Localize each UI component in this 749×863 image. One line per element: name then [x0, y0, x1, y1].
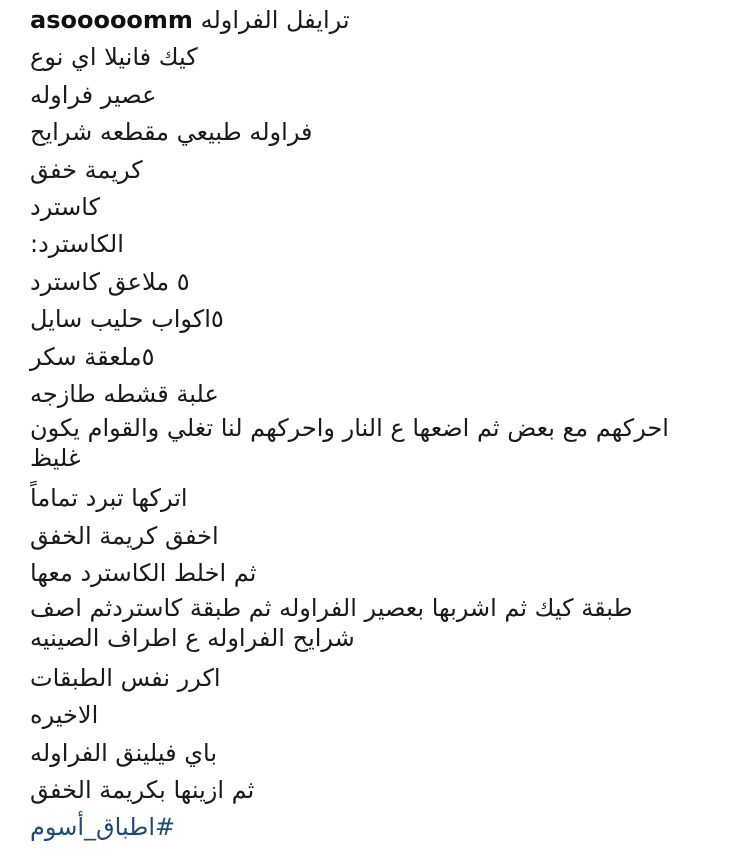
username-link[interactable]: asooooomm	[30, 6, 193, 34]
caption-line: كاسترد	[30, 193, 101, 222]
caption-line: كيك فانيلا اي نوع	[30, 43, 198, 72]
caption-line: طبقة كيك ثم اشربها بعصير الفراوله ثم طبقة كاستردثم اصف شرايح الفراوله ع اطراف الصينيه	[30, 593, 633, 652]
caption-line: عصير فراوله	[30, 80, 157, 109]
caption-line: اكرر نفس الطبقات	[30, 663, 221, 692]
caption-line: ثم ازينها بكريمة الخفق	[30, 775, 255, 804]
caption-line: ثم اخلط الكاسترد معها	[30, 559, 257, 588]
hashtag-link[interactable]: #اطباق_أسوم	[30, 813, 176, 842]
post-caption	[30, 2, 730, 847]
caption-line: اخفق كريمة الخفق	[30, 521, 219, 550]
caption-line: فراوله طبيعي مقطعه شرايح	[30, 118, 313, 147]
caption-line: ٥اكواب حليب سايل	[30, 305, 224, 334]
caption-line: باي فيلينق الفراوله	[30, 738, 217, 767]
caption-line: الكاسترد:	[30, 230, 124, 259]
caption-header	[30, 2, 730, 39]
caption-line: اتركها تبرد تماماً	[30, 484, 188, 513]
post-title: ترايفل الفراوله	[200, 6, 350, 34]
caption-line: ٥ ملاعق كاسترد	[30, 267, 190, 296]
caption-line: كريمة خفق	[30, 155, 143, 184]
caption-line: الاخيره	[30, 701, 99, 730]
caption-line: ٥ملعقة سكر	[30, 342, 155, 371]
caption-line: احركهم مع بعض ثم اضعها ع النار واحركهم لنا تغلي والقوام يكون غليظ	[30, 414, 669, 473]
caption-line: علبة قشطه طازجه	[30, 380, 219, 409]
